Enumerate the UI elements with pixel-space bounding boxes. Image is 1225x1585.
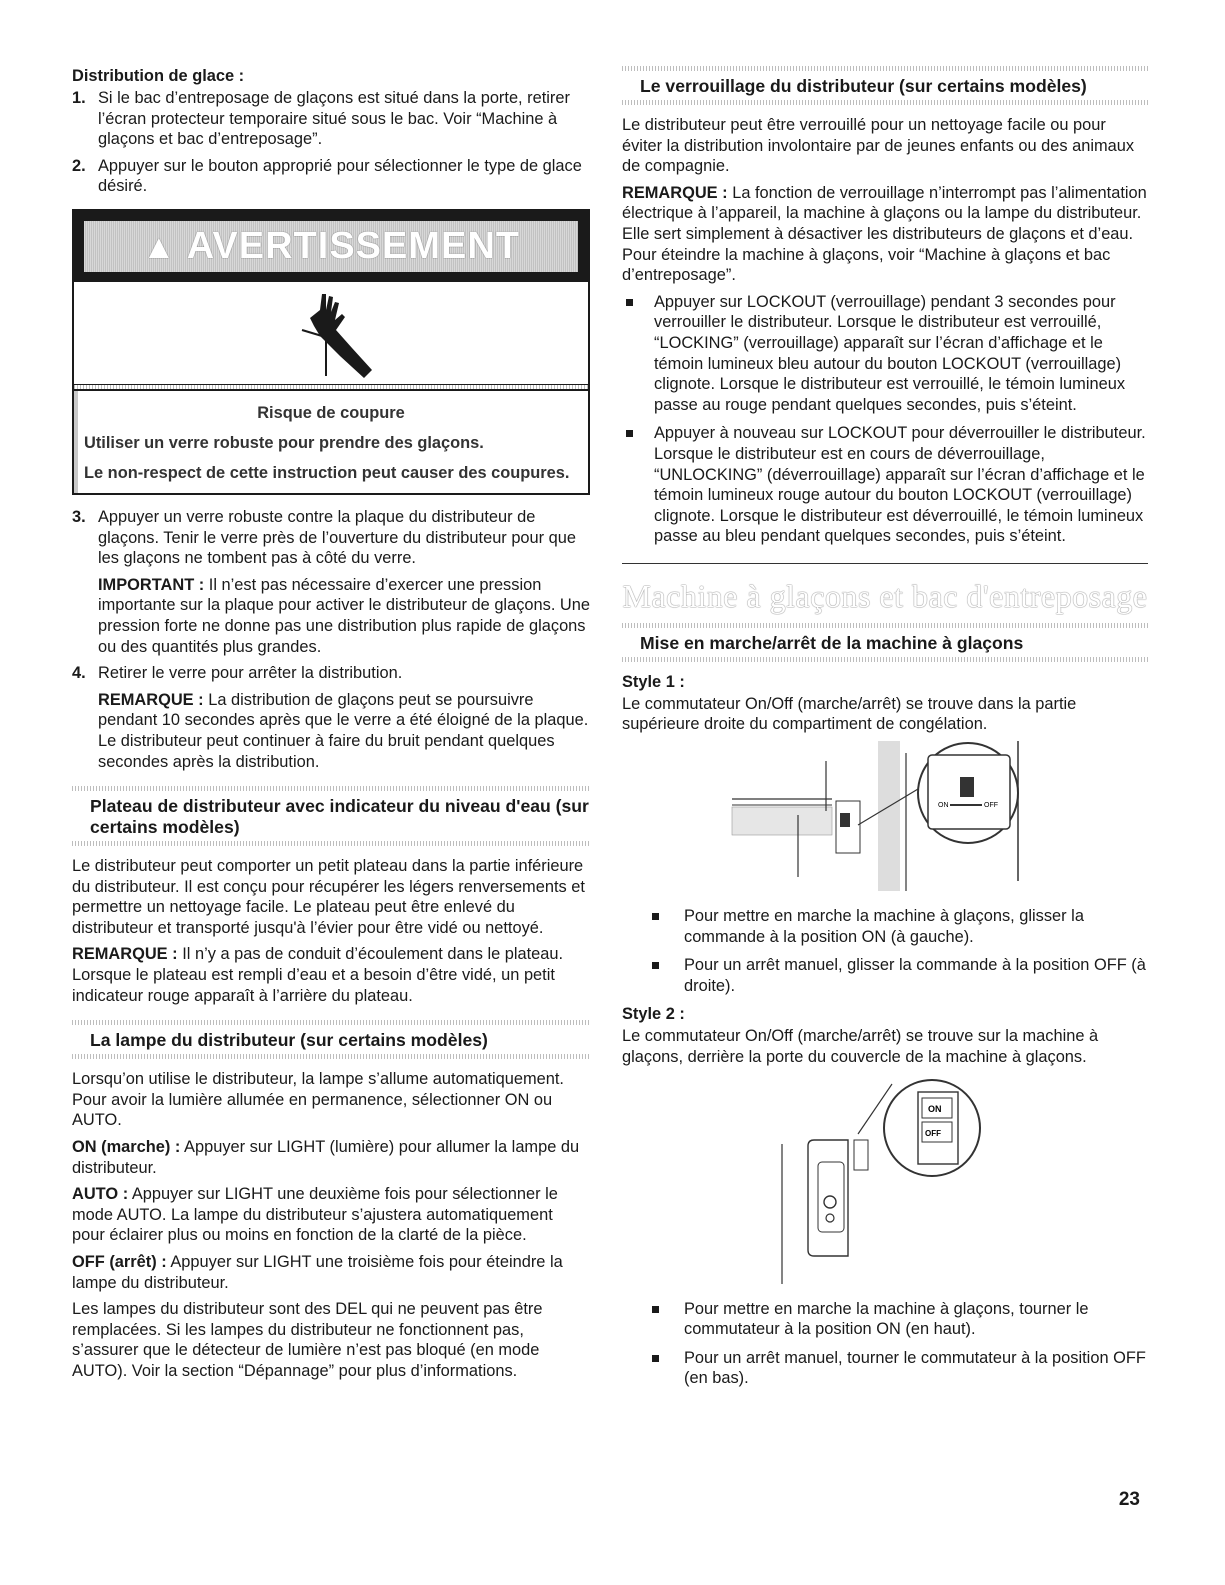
ice-dispensing-heading: Distribution de glace : [72,67,245,85]
lamp-auto [72,1184,590,1246]
tray-paragraph: Le distributeur peut comporter un petit plateau dans la partie inférieure du distributeur. Il est conçu pour récupérer les légers renversements et permettre un nettoyage facile. Le plateau peut être enlevé du distributeur et transporté jusqu'à l’évier pour être vidé ou nettoyé. [72,857,585,937]
step-number: 1. [72,89,86,107]
lock-section-header [622,66,1148,105]
note-label: REMARQUE : [72,945,178,964]
step-note [98,690,590,772]
auto-text: Appuyer sur LIGHT une deuxième fois pour sélectionner le mode AUTO. La lampe du distributeur s’ajustera automatiquement pour éclairer plus ou moins en fonction de la clarté de la pièce. [72,1185,558,1245]
tray-section-header [72,786,590,846]
warning-box [72,209,590,495]
lock-bullet-2: Appuyer à nouveau sur LOCKOUT pour déverrouiller le distributeur. Lorsque le distributeur est en cours de déverrouillage, “UNLOCKING” (déverrouillage) apparaît sur l’écran d’affichage et le témoin lumineux rouge autour du bouton LOCKOUT (verrouillage) clignote. Lorsque le distributeur est déverrouillé, le témoin lumineux passe au bleu pendant quelques secondes, puis s’éteint. [622,423,1148,547]
warning-title-text: AVERTISSEMENT [186,224,521,267]
cut-hazard-icon [74,282,588,385]
section-title: Machine à glaçons et bac d'entreposage [622,577,1148,614]
warning-body [74,391,588,493]
section-divider [622,563,1148,564]
step-1 [72,88,590,150]
note-text: La fonction de verrouillage n’interrompt pas l’alimentation électrique à l’appareil, la machine à glaçons ou la lampe du distributeur. Elle sert simplement à désactiver les distributeurs de glaçons et d’eau. Pour éteindre la machine à glaçons, voir “Machine à glaçons et bac d’entreposage”. [622,183,1147,285]
style-2-figure [622,1074,1148,1289]
step-4 [72,663,590,772]
on-text: Appuyer sur LIGHT (lumière) pour allumer la lampe du distributeur. [72,1138,580,1177]
note-label: IMPORTANT : [98,575,205,594]
step-note [98,575,590,657]
step-text: Retirer le verre pour arrêter la distribution. [98,664,403,683]
style-1-figure [622,741,1148,896]
ice-steps-bottom [72,507,590,772]
ice-steps-top [72,88,590,197]
step-number: 4. [72,664,86,683]
warning-risk: Risque de coupure [257,403,405,422]
lamp-paragraph: Lorsqu’on utilise le distributeur, la lampe s’allume automatiquement. Pour avoir la lumière allumée en permanence, sélectionner ON ou AUTO. [72,1070,564,1130]
note-label: REMARQUE : [622,183,728,202]
lock-heading: Le verrouillage du distributeur (sur certains modèles) [640,76,1087,96]
style-2-label: Style 2 : [622,1005,685,1024]
fig2-off-label: OFF [925,1128,941,1138]
right-column [622,66,1148,1397]
page-number: 23 [1118,1489,1140,1510]
note-label: REMARQUE : [98,690,204,709]
icemaker-section-header [622,623,1148,662]
fig1-off-label: OFF [984,802,998,810]
fig2-on-label: ON [928,1103,942,1114]
step-number: 2. [72,156,86,175]
off-label: OFF (arrêt) : [72,1253,167,1271]
style-2-text: Le commutateur On/Off (marche/arrêt) se trouve sur la machine à glaçons, derrière la porte du couvercle de la machine à glaçons. [622,1027,1099,1067]
warning-title [84,221,578,272]
lamp-off [72,1252,590,1293]
lamp-led-paragraph: Les lampes du distributeur sont des DEL qui ne peuvent pas être remplacées. Si les lampes du distributeur ne fonctionnent pas, s’assurer que le détecteur de lumière n’est pas bloqué (en mode AUTO). Voir la section “Dépannage” pour plus d’informations. [72,1300,543,1380]
step-number: 3. [72,507,86,526]
style-1-text: Le commutateur On/Off (marche/arrêt) se trouve dans la partie supérieure droite du compartiment de congélation. [622,694,1077,734]
step-text: Appuyer un verre robuste contre la plaque du distributeur de glaçons. Tenir le verre près de l’ouverture du distributeur pour que les glaçons ne tombent pas à côté du verre. [98,507,577,568]
step-text: Appuyer sur le bouton approprié pour sélectionner le type de glace désiré. [98,156,582,196]
lamp-heading: La lampe du distributeur (sur certains modèles) [90,1030,488,1051]
style-2-bullet-2: Pour un arrêt manuel, tourner le commutateur à la position OFF (en bas). [622,1348,1148,1389]
lamp-on [72,1137,590,1178]
style-2-bullet-1: Pour mettre en marche la machine à glaçons, tourner le commutateur à la position ON (en haut). [622,1299,1148,1340]
warning-line-1: Utiliser un verre robuste pour prendre des glaçons. [84,433,484,452]
warning-band [74,211,588,282]
style-1-label: Style 1 : [622,672,685,691]
on-label: ON (marche) : [72,1138,181,1157]
note-text: Il n’y a pas de conduit d’écoulement dans le plateau. Lorsque le plateau est rempli d’eau et a besoin d’être vidé, un petit indicateur rouge apparaît à l’arrière du plateau. [72,945,564,1005]
warning-line-2: Le non-respect de cette instruction peut causer des coupures. [84,463,570,482]
lock-note [622,183,1148,286]
note-text: Il n’est pas nécessaire d’exercer une pression importante sur la plaque pour activer le distributeur de glaçons. Une pression forte ne donne pas une distribution plus rapide de glaçons ou des quantités plus grandes. [98,575,590,656]
style-2-bullets [622,1299,1148,1389]
fig1-on-label: ON [938,802,949,810]
tray-heading: Plateau de distributeur avec indicateur du niveau d'eau (sur certains modèles) [90,796,589,838]
step-3 [72,507,590,657]
left-column [72,66,590,1388]
lock-bullet-1: Appuyer sur LOCKOUT (verrouillage) pendant 3 secondes pour verrouiller le distributeur. Lorsque le distributeur est verrouillé, “LOCKING” (verrouillage) apparaît sur l’écran d’affichage et le témoin lumineux bleu autour du bouton LOCKOUT (verrouillage) clignote. Lorsque le distributeur est verrouillé, le témoin lumineux passe au rouge pendant quelques secondes, puis s’éteint. [622,292,1148,416]
tray-note [72,944,590,1006]
style-1-bullet-1: Pour mettre en marche la machine à glaçons, glisser la commande à la position ON (à gauche). [622,906,1148,947]
step-text: Si le bac d’entreposage de glaçons est situé dans la porte, retirer l’écran protecteur temporaire situé sous le bac. Voir “Machine à glaçons et bac d’entreposage”. [98,89,570,149]
step-2 [72,156,590,197]
note-text: La distribution de glaçons peut se poursuivre pendant 10 secondes après que le verre a été éloigné de la plaque. Le distributeur peut continuer à faire du bruit pendant quelques secondes après la distribution. [98,690,589,771]
lock-bullets [622,292,1148,547]
warning-triangle-icon: ▲ [141,227,177,266]
icemaker-heading: Mise en marche/arrêt de la machine à glaçons [640,632,1024,653]
off-text: Appuyer sur LIGHT une troisième fois pour éteindre la lampe du distributeur. [72,1253,563,1292]
lock-paragraph: Le distributeur peut être verrouillé pour un nettoyage facile ou pour éviter la distribution involontaire par de jeunes enfants ou des animaux de compagnie. [622,116,1135,176]
style-1-bullet-2: Pour un arrêt manuel, glisser la commande à la position OFF (à droite). [622,955,1148,996]
auto-label: AUTO : [72,1185,129,1204]
lamp-section-header [72,1020,590,1059]
style-1-bullets [622,906,1148,996]
